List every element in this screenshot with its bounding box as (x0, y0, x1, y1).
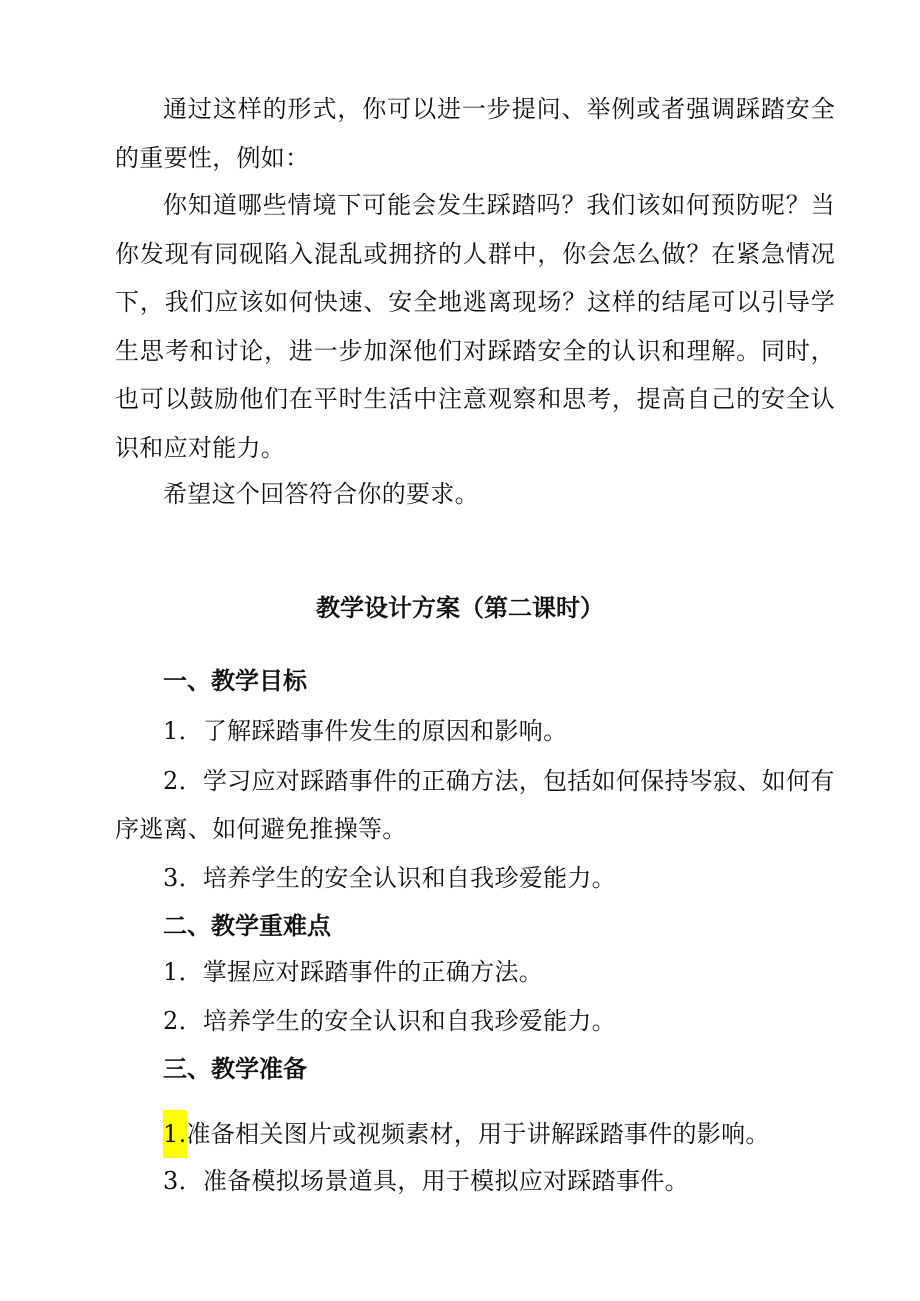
section-heading-preparation: 三、教学准备 (163, 1055, 307, 1083)
objective-item-2: 2．学习应对踩踏事件的正确方法，包括如何保持岑寂、如何有序逃离、如何避免推操等。 (115, 767, 835, 843)
highlighted-list-marker: 1. (163, 1110, 187, 1158)
preparation-item-2: 3．准备模拟场景道具，用于模拟应对踩踏事件。 (163, 1167, 689, 1195)
objective-item-1: 1．了解踩踏事件发生的原因和影响。 (163, 717, 568, 745)
key-point-item-2: 2．培养学生的安全认识和自我珍爱能力。 (163, 1007, 616, 1035)
preparation-item-1 (115, 1110, 835, 1158)
section-heading-objectives: 一、教学目标 (163, 667, 307, 695)
preparation-item-1-text: 准备相关图片或视频素材，用于讲解踩踏事件的影响。 (186, 1120, 770, 1148)
intro-paragraph-2: 你知道哪些情境下可能会发生踩踏吗？我们该如何预防呢？当你发现有同砚陷入混乱或拥挤的人群中，你会怎么做？在紧急情况下，我们应该如何快速、安全地逃离现场？这样的结尾可以引导学生思考和讨论，进一步加深他们对踩踏安全的认识和理解。同时，也可以鼓励他们在平时生活中注意观察和思考，提高自己的安全认识和应对能力。 (115, 191, 835, 462)
lesson-plan-title: 教学设计方案（第二课时） (316, 593, 604, 622)
section-heading-key-points: 二、教学重难点 (163, 912, 331, 940)
intro-paragraph-1: 通过这样的形式，你可以进一步提问、举例或者强调踩踏安全的重要性，例如： (115, 95, 835, 172)
key-point-item-1: 1．掌握应对踩踏事件的正确方法。 (163, 958, 544, 986)
intro-paragraph-3: 希望这个回答符合你的要求。 (163, 480, 479, 508)
objective-item-3: 3．培养学生的安全认识和自我珍爱能力。 (163, 864, 616, 892)
